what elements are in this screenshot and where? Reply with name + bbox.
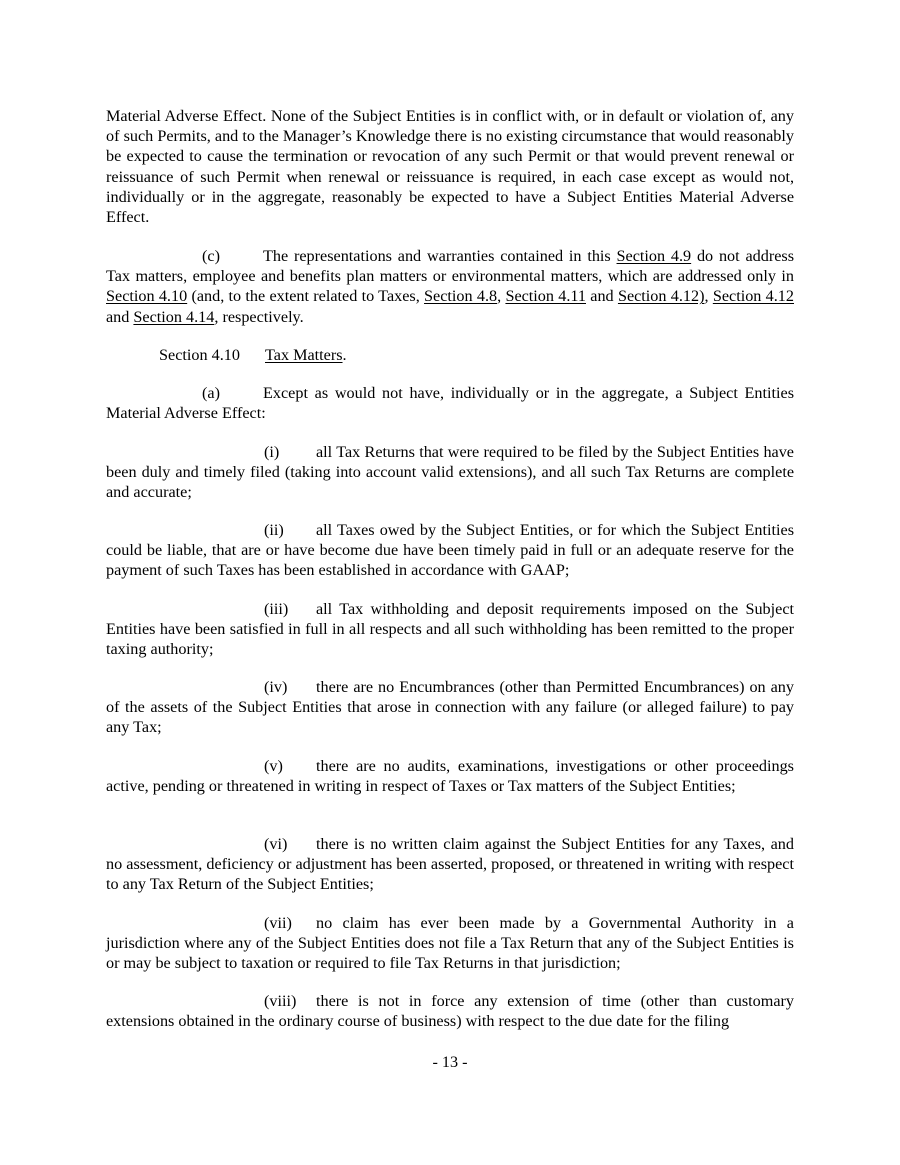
paragraph-c bbox=[106, 246, 794, 327]
paragraph-text: (and, to the extent related to Taxes, bbox=[187, 287, 425, 306]
list-item bbox=[106, 599, 794, 660]
section-ref-link: Section 4.10 bbox=[106, 287, 188, 306]
item-marker: (vii) bbox=[264, 914, 292, 932]
section-ref-link: Section 4.12 bbox=[712, 287, 794, 306]
paragraph-text: do not address Tax matters, employee and benefits plan matters or environmental matters, which are addressed only in bbox=[106, 247, 794, 286]
item-marker: (vi) bbox=[264, 835, 288, 853]
list-item bbox=[106, 913, 794, 974]
paragraph-marker: (c) bbox=[202, 247, 220, 265]
section-number: Section 4.10 bbox=[159, 346, 240, 364]
item-marker: (viii) bbox=[264, 992, 297, 1010]
section-ref-link: Section 4.14 bbox=[133, 307, 215, 326]
list-item bbox=[106, 520, 794, 581]
item-marker: (ii) bbox=[264, 521, 284, 539]
page-number: - 13 - bbox=[432, 1053, 468, 1071]
item-text: all Tax withholding and deposit requirements imposed on the Subject Entities have been satisfied in full in all respects and all such withholding has been remitted to the proper taxing authority; bbox=[106, 600, 794, 659]
list-item bbox=[106, 677, 794, 738]
section-ref-link: Section 4.12) bbox=[617, 287, 705, 306]
item-text: there are no Encumbrances (other than Permitted Encumbrances) on any of the assets of the Subject Entities that arose in connection with any failure (or alleged failure) to pay any Tax; bbox=[106, 678, 794, 737]
paragraph-marker: (a) bbox=[202, 384, 220, 402]
paragraph-text: , respectively. bbox=[214, 307, 304, 326]
item-text: there is not in force any extension of time (other than customary extensions obtained in the ordinary course of business) with respect to the due date for the filing bbox=[106, 992, 794, 1031]
section-title-period: . bbox=[342, 346, 347, 364]
intro-paragraph: Material Adverse Effect. None of the Subject Entities is in conflict with, or in default or violation of, any of such Permits, and to the Manager’s Knowledge there is no existing circumstance that would reasonably be expected to cause the termination or revocation of any such Permit or that would prevent renewal or reissuance of such Permit when renewal or reissuance is required, in each case except as would not, individually or in the aggregate, reasonably be expected to have a Subject Entities Material Adverse Effect. bbox=[106, 107, 794, 227]
item-text: there are no audits, examinations, investigations or other proceedings active, pending or threatened in writing in respect of Taxes or Tax matters of the Subject Entities; bbox=[106, 757, 794, 796]
section-ref-link: Section 4.11 bbox=[505, 287, 586, 306]
item-text: there is no written claim against the Subject Entities for any Taxes, and no assessment, deficiency or adjustment has been asserted, proposed, or threatened in writing with respect to any Tax Return of the Subject Entities; bbox=[106, 835, 794, 894]
paragraph-text: , bbox=[497, 287, 506, 306]
list-item bbox=[106, 756, 794, 796]
paragraph-text: and bbox=[106, 307, 134, 326]
section-heading bbox=[159, 345, 347, 365]
list-item bbox=[106, 834, 794, 895]
item-marker: (v) bbox=[264, 757, 283, 775]
item-marker: (iii) bbox=[264, 600, 289, 618]
section-ref-link: Section 4.9 bbox=[616, 247, 692, 265]
list-item bbox=[106, 991, 794, 1031]
item-text: all Taxes owed by the Subject Entities, or for which the Subject Entities could be liable, that are or have become due have been timely paid in full or an adequate reserve for the payment of such Taxes has been established in accordance with GAAP; bbox=[106, 521, 794, 580]
paragraph-a bbox=[106, 383, 794, 423]
list-item bbox=[106, 442, 794, 503]
paragraph-text: Except as would not have, individually or in the aggregate, a Subject Entities Material Adverse Effect: bbox=[106, 384, 794, 423]
item-text: all Tax Returns that were required to be filed by the Subject Entities have been duly and timely filed (taking into account valid extensions), and all such Tax Returns are complete and accurate; bbox=[106, 443, 794, 502]
paragraph-text: The representations and warranties contained in this bbox=[263, 247, 617, 265]
paragraph-text: , bbox=[704, 287, 713, 306]
item-marker: (i) bbox=[264, 443, 280, 461]
section-title: Tax Matters bbox=[265, 346, 343, 364]
section-ref-link: Section 4.8 bbox=[424, 287, 498, 306]
item-marker: (iv) bbox=[264, 678, 288, 696]
item-text: no claim has ever been made by a Governmental Authority in a jurisdiction where any of the Subject Entities does not file a Tax Return that any of the Subject Entities is or may be subject to taxation or required to file Tax Returns in that jurisdiction; bbox=[106, 914, 794, 973]
paragraph-text: and bbox=[586, 287, 618, 306]
